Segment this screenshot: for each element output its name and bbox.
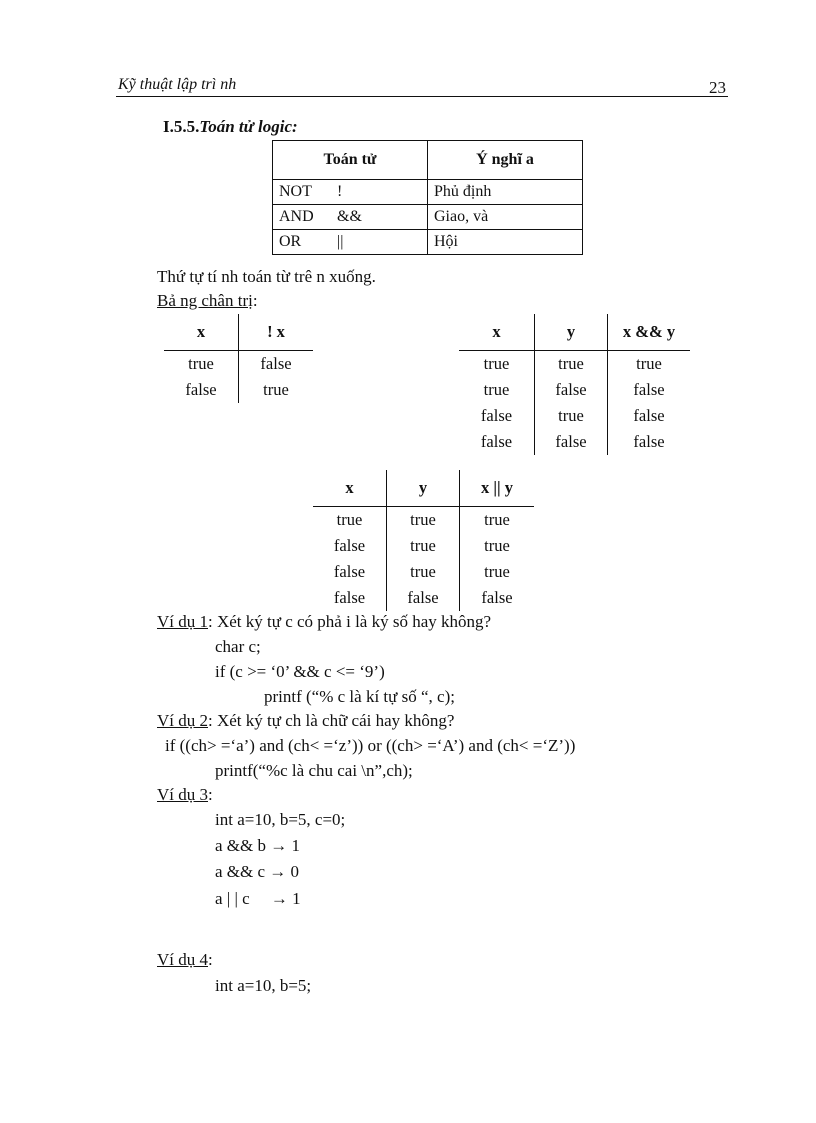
and-truth-table [459, 314, 690, 455]
example-2-label: Ví dụ 2 [157, 711, 208, 730]
truth-table-label: Bả ng chân trị: [157, 291, 258, 310]
truth-cell: false [239, 351, 314, 378]
truth-cell: false [608, 377, 691, 403]
not-header-notx: ! x [239, 314, 314, 351]
truth-cell: false [608, 403, 691, 429]
running-header-title: Kỹ thuật lập trì nh [118, 76, 237, 93]
section-heading [163, 117, 298, 137]
operator-meaning: Giao, và [428, 205, 583, 230]
and-header-y: y [535, 314, 608, 351]
table-row [459, 403, 690, 429]
or-header-xy: x || y [460, 470, 535, 507]
code-line: a | | c → 1 [215, 889, 301, 908]
example-1-text: : Xét ký tự c có phả i là ký số hay không? [208, 612, 492, 631]
truth-cell: false [535, 377, 608, 403]
code-line: a && c → 0 [215, 862, 300, 881]
not-header-x: x [164, 314, 239, 351]
code-line: printf (“% c là kí tự số “, c); [264, 687, 455, 706]
truth-cell: false [185, 380, 217, 399]
example-1-heading [157, 612, 491, 632]
and-header-xy: x && y [608, 314, 691, 351]
truth-cell: false [333, 588, 366, 607]
operators-header-operator: Toán tử [273, 141, 428, 180]
truth-cell: true [239, 377, 314, 403]
truth-cell: false [608, 429, 691, 455]
operator-symbol: || [337, 233, 344, 250]
code-line: if (c >= ‘0’ && c <= ‘9’) [215, 662, 385, 681]
code-line: a && b → 1 [215, 836, 300, 855]
truth-cell: false [480, 432, 513, 451]
code-line: char c; [215, 637, 261, 656]
truth-cell: true [460, 507, 535, 534]
operator-cell [273, 180, 428, 205]
table-row [459, 351, 690, 378]
truth-cell: true [387, 559, 460, 585]
operators-table [272, 140, 583, 255]
operator-cell [273, 230, 428, 255]
operators-header-meaning: Ý nghĩ a [428, 141, 583, 180]
operator-cell [273, 205, 428, 230]
truth-table-label-text: Bả ng chân trị [157, 291, 253, 310]
table-row [164, 351, 313, 378]
truth-cell: true [387, 533, 460, 559]
truth-cell: true [387, 507, 460, 534]
table-row [273, 180, 583, 205]
example-4-text: : [208, 950, 213, 969]
table-row [313, 507, 534, 534]
code-line: if ((ch> =‘a’) and (ch< =‘z’)) or ((ch> =‘A’) and (ch< =‘Z’)) [165, 736, 576, 755]
truth-cell: true [460, 533, 535, 559]
operators-table-header [273, 141, 583, 180]
code-line: int a=10, b=5, c=0; [215, 810, 346, 829]
table-row [273, 205, 583, 230]
operator-name: OR [279, 233, 302, 250]
truth-cell: true [336, 510, 363, 529]
truth-cell: true [483, 380, 510, 399]
example-4-heading [157, 950, 213, 970]
table-row [164, 377, 313, 403]
table-row [459, 377, 690, 403]
code-line: int a=10, b=5; [215, 976, 312, 995]
truth-cell: true [188, 354, 214, 373]
section-title: Toán tử logic: [199, 117, 298, 136]
table-row [273, 230, 583, 255]
header-rule [116, 96, 728, 97]
and-header-x: x [459, 314, 535, 351]
code-line: printf(“%c là chu cai \n”,ch); [215, 761, 413, 780]
truth-cell: false [333, 562, 366, 581]
example-3-heading [157, 785, 213, 805]
example-2-heading [157, 711, 454, 731]
truth-cell: true [535, 351, 608, 378]
example-1-label: Ví dụ 1 [157, 612, 208, 631]
truth-cell: true [483, 354, 510, 373]
truth-cell: false [460, 585, 535, 611]
truth-cell: true [460, 559, 535, 585]
table-row [313, 559, 534, 585]
table-row [459, 429, 690, 455]
table-row [313, 533, 534, 559]
operator-name: AND [279, 208, 314, 225]
truth-cell: false [535, 429, 608, 455]
table-row [313, 585, 534, 611]
example-3-label: Ví dụ 3 [157, 785, 208, 804]
operator-symbol: ! [337, 183, 343, 200]
operator-meaning: Hội [428, 230, 583, 255]
example-2-text: : Xét ký tự ch là chữ cái hay không? [208, 711, 455, 730]
operator-symbol: && [337, 208, 362, 225]
section-number: I.5.5. [163, 117, 200, 136]
example-3-text: : [208, 785, 213, 804]
truth-cell: false [387, 585, 460, 611]
page-number: 23 [709, 78, 726, 97]
truth-cell: false [480, 406, 513, 425]
operator-name: NOT [279, 183, 312, 200]
operator-meaning: Phủ định [428, 180, 583, 205]
truth-cell: true [535, 403, 608, 429]
or-truth-table [313, 470, 534, 611]
precedence-text: Thứ tự tí nh toán từ trê n xuống. [157, 267, 376, 286]
or-header-x: x [313, 470, 387, 507]
or-header-y: y [387, 470, 460, 507]
truth-cell: false [333, 536, 366, 555]
truth-cell: true [608, 351, 691, 378]
example-4-label: Ví dụ 4 [157, 950, 208, 969]
not-truth-table [164, 314, 313, 403]
